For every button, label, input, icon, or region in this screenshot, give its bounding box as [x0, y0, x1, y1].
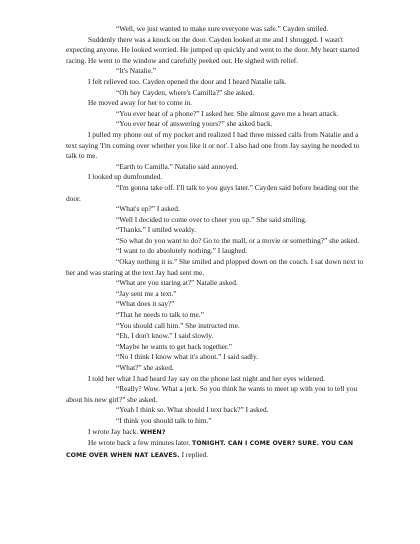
paragraph: “No I think I know what it's about.” I said sadly.	[116, 352, 258, 362]
paragraph-text: I replied.	[181, 449, 209, 459]
paragraph: “Thanks.” I smiled weakly.	[116, 225, 197, 235]
paragraph: “What are you staring at?” Natalie asked.	[116, 278, 238, 288]
paragraph: “What?” she asked.	[116, 363, 174, 372]
paragraph: “Earth to Camilla.” Natalie said annoyed.	[116, 161, 239, 171]
paragraph: I told her what I had heard Jay say on the phone last night and her eyes widened.	[88, 373, 325, 383]
text-message: TONIGHT. CAN I COME OVER? SURE. YOU CAN COME OVER WHEN NAT LEAVES.	[66, 440, 354, 459]
paragraph: “So what do you want to do? Go to the mall, or a movie or something?” she asked.	[116, 235, 360, 245]
paragraph: “I think you should talk to him.”	[116, 415, 212, 425]
paragraph	[66, 427, 366, 439]
paragraph: “I'm gonna take off. I'll talk to you guys later.” Cayden said before heading out the door.	[66, 182, 359, 203]
paragraph: “Eh, I don't know.” I said slowly.	[116, 331, 214, 341]
story-text	[66, 24, 366, 461]
paragraph: “You ever hear of a phone?” I asked her. She almost gave me a heart attack.	[116, 108, 339, 118]
paragraph: “Jay sent me a text.”	[116, 288, 177, 298]
paragraph	[66, 438, 366, 461]
paragraph: “Okay nothing it is.” She smiled and plopped down on the couch. I sat down next to her and was staring at the text Jay had sent me.	[66, 257, 364, 277]
paragraph: “Really? Wow. What a jerk. So you think he wants to meet up with you to tell you about his new girl?” she asked.	[66, 384, 358, 404]
paragraph: “You should call him.” She instructed me.	[116, 320, 240, 330]
paragraph: “Well I decided to come over to cheer you up.” She said smiling.	[116, 214, 307, 224]
paragraph: “I want to do absolutely nothing.” I laughed.	[116, 246, 248, 256]
paragraph: “You ever hear of answering yours?” she asked back.	[116, 119, 273, 129]
paragraph: “Well, we just wanted to make sure everyone was safe.” Cayden smiled.	[116, 24, 329, 33]
paragraph: “What does it say?”	[116, 299, 175, 309]
paragraph: Suddenly there was a knock on the door. Cayden looked at me and I shrugged. I wasn't expecting anyone. He looked worried. He jumped up quickly and went to the door. My heart started racing. He went to the window and carefully peeked out. He sighed with relief.	[66, 34, 360, 65]
paragraph: “Oh hey Cayden, where's Camilla?” she asked.	[116, 87, 255, 97]
paragraph: “Yeah I think so. What should I text back?” I asked.	[116, 405, 269, 415]
paragraph: I felt relieved too. Cayden opened the door and I heard Natalie talk.	[88, 76, 287, 86]
text-message: WHEN?	[140, 428, 166, 436]
paragraph: “That he needs to talk to me.”	[116, 310, 204, 320]
paragraph-text: I wrote Jay back.	[88, 426, 139, 436]
paragraph: “It's Natalie.”	[116, 66, 157, 76]
paragraph: “Maybe he wants to get back together.”	[116, 341, 233, 351]
paragraph: I pulled my phone out of my pocket and realized I had three missed calls from Natalie and a text saying 'I'm coming over whether you like it or not'. I also had one from Jay saying he needed to talk to me.	[66, 129, 360, 161]
paragraph-text: He wrote back a few minutes later.	[88, 438, 191, 448]
paragraph: “What's up?” I asked.	[116, 204, 180, 214]
paragraph: He moved away for her to come in.	[88, 98, 192, 108]
paragraph: I looked up dumfounded.	[88, 172, 163, 182]
